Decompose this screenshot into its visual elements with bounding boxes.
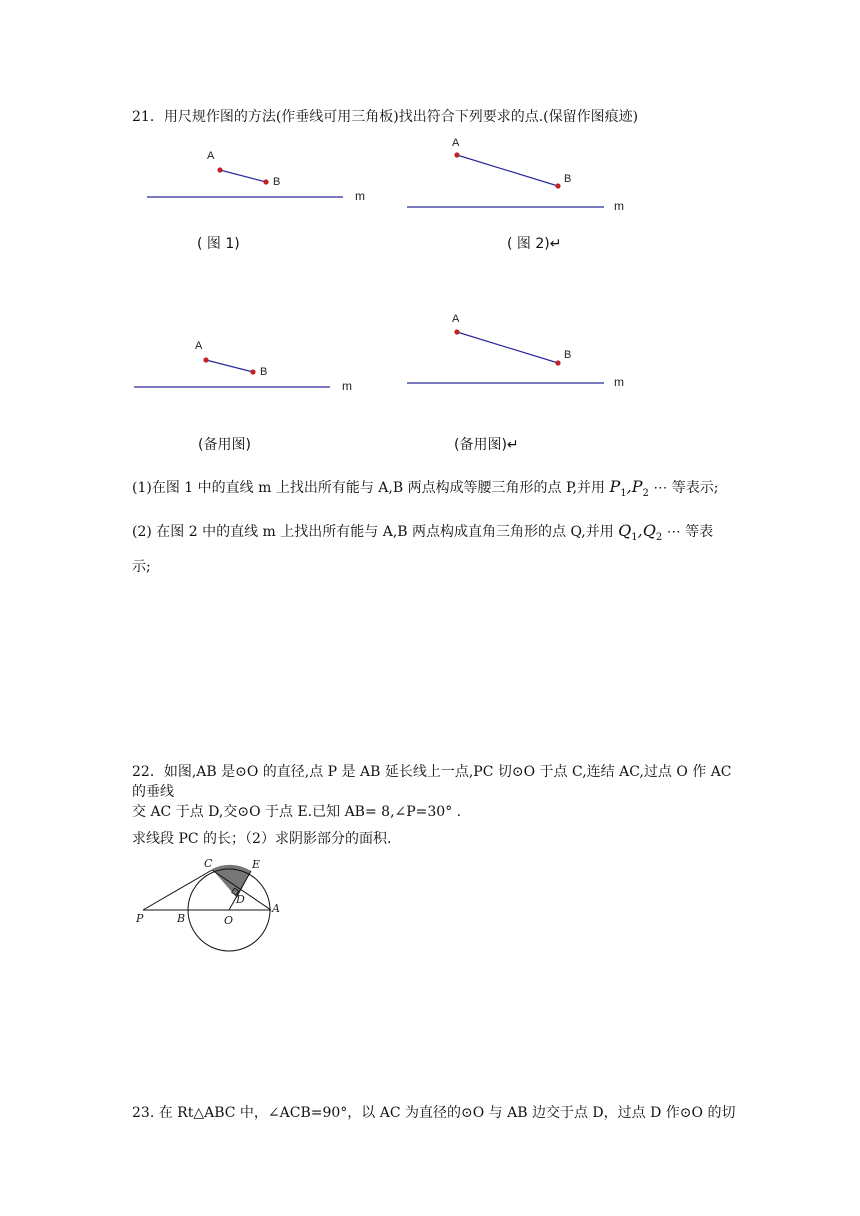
figure-spare-2-caption: (备用图)↵ bbox=[454, 437, 519, 453]
label-b: B bbox=[564, 349, 572, 361]
label-m: m bbox=[342, 379, 352, 393]
q21-part-1: (1)在图 1 中的直线 m 上找出所有能与 A,B 两点构成等腰三角形的点 P,并用 $P_1,P_2$ ⋯ 等表示; bbox=[132, 477, 719, 500]
label-a: A bbox=[452, 137, 460, 149]
label-m: m bbox=[614, 199, 624, 213]
label-m: m bbox=[355, 189, 365, 203]
q21-title: 21．用尺规作图的方法(作垂线可用三角板)找出符合下列要求的点.(保留作图痕迹) bbox=[132, 109, 639, 125]
q22-line-3: 交 AC 于点 D,交⊙O 于点 E.已知 AB= 8,∠P=30° . bbox=[132, 804, 462, 820]
q21-part-2: (2) 在图 2 中的直线 m 上找出所有能与 A,B 两点构成直角三角形的点 Q,并用 $Q_1,Q_2$ ⋯ 等表 bbox=[132, 521, 714, 544]
label-a: A bbox=[452, 313, 460, 325]
label-b: B bbox=[564, 173, 572, 185]
p1-symbol: $P_1,P_2$ bbox=[609, 477, 649, 500]
label-a: A bbox=[272, 902, 280, 915]
label-a: A bbox=[207, 150, 215, 162]
q21-part-2-cont: 示; bbox=[132, 559, 151, 575]
label-m: m bbox=[614, 375, 624, 389]
figure-spare-1-caption: (备用图) bbox=[198, 437, 251, 453]
label-b: B bbox=[177, 912, 186, 925]
figure-2-caption: ( 图 2)↵ bbox=[507, 236, 562, 252]
q1-symbol: $Q_1,Q_2$ bbox=[618, 521, 663, 544]
label-b: B bbox=[273, 176, 281, 188]
q23-line-1: 23. 在 Rt△ABC 中，∠ACB=90°，以 AC 为直径的⊙O 与 AB 边交于点 D，过点 D 作⊙O 的切 bbox=[132, 1105, 736, 1121]
label-e: E bbox=[252, 858, 261, 871]
label-d: D bbox=[236, 893, 245, 906]
label-p: P bbox=[136, 912, 144, 925]
label-b: B bbox=[260, 366, 268, 378]
q22-line-2: 的垂线 bbox=[132, 784, 174, 800]
label-a: A bbox=[195, 340, 203, 352]
label-o: O bbox=[224, 914, 234, 927]
q22-line-4: 求线段 PC 的长；（2）求阴影部分的面积. bbox=[132, 831, 392, 847]
q22-line-1: 22．如图,AB 是⊙O 的直径,点 P 是 AB 延长线上一点,PC 切⊙O 于点 C,连结 AC,过点 O 作 AC bbox=[132, 764, 732, 780]
figure-1-caption: ( 图 1) bbox=[197, 236, 240, 252]
label-c: C bbox=[204, 857, 213, 870]
